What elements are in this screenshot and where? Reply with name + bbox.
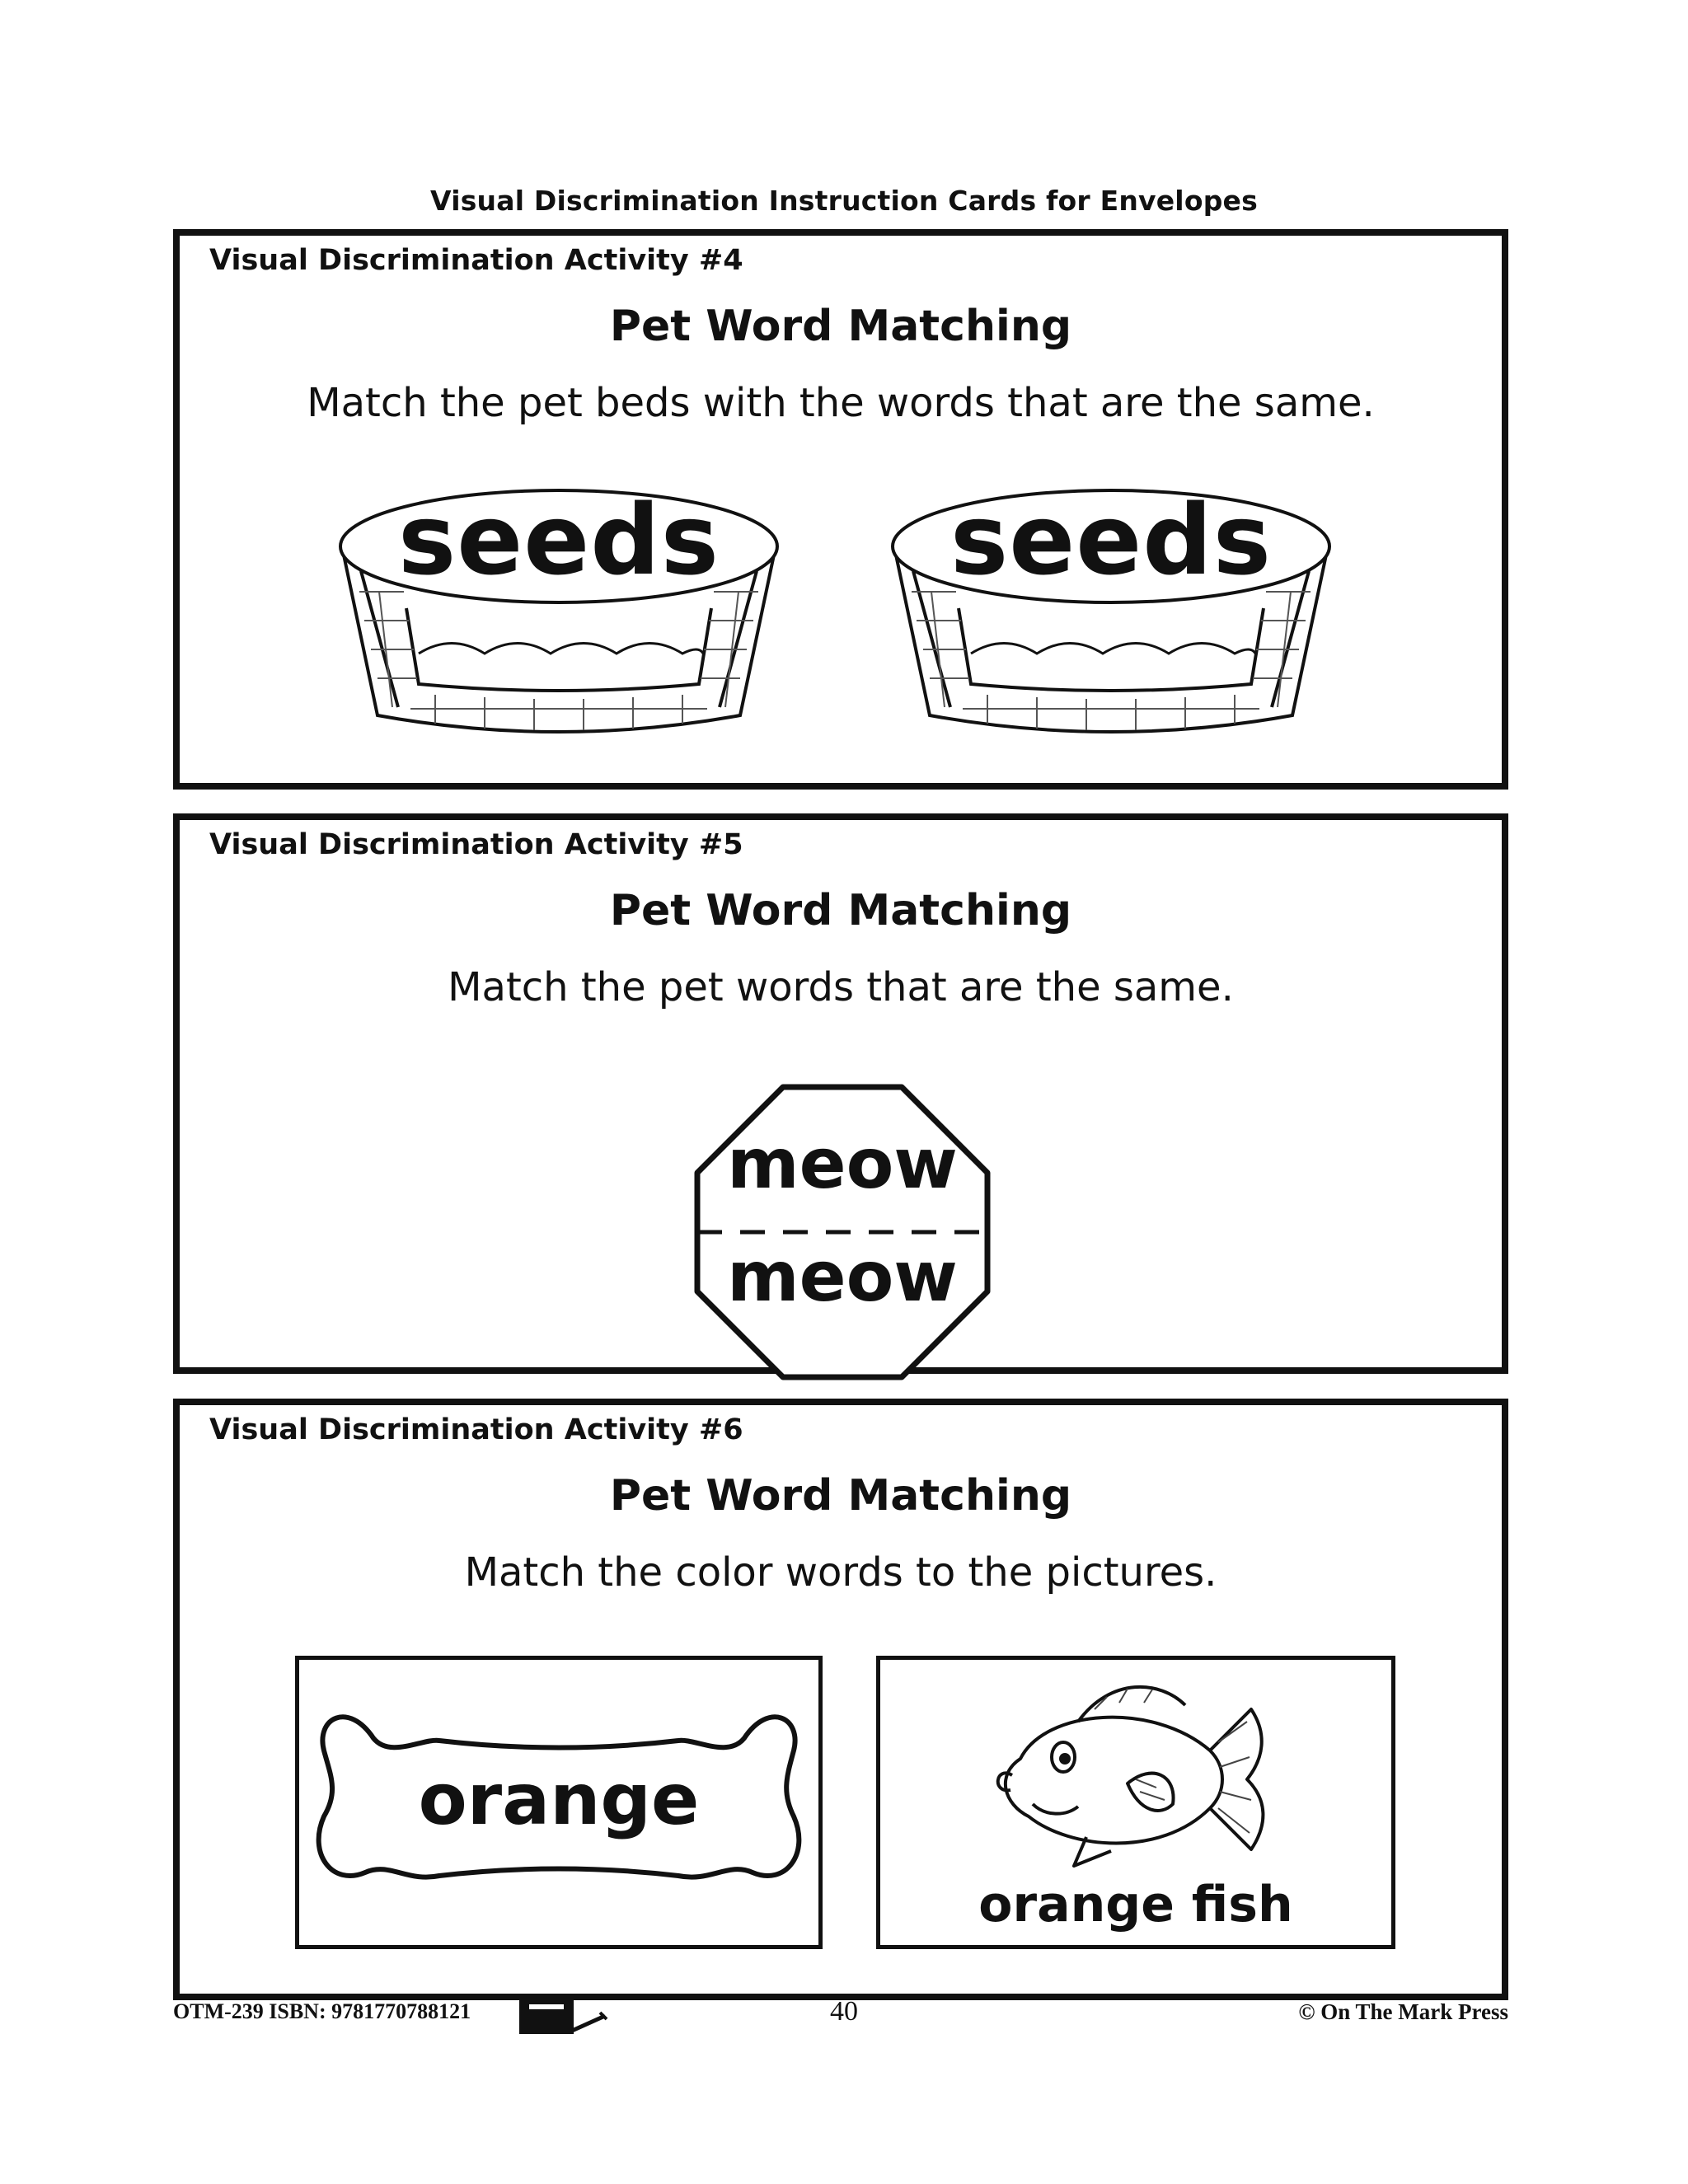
- pet-bed-right: [880, 468, 1342, 740]
- bed-word: seeds: [950, 483, 1272, 597]
- pet-bed-left: [328, 468, 790, 740]
- card-title: Pet Word Matching: [609, 886, 1072, 935]
- page-number: 40: [830, 1996, 858, 2027]
- activity-card-6: [173, 1399, 1508, 2000]
- octagon-card: [694, 1084, 991, 1380]
- fish-box: [876, 1656, 1395, 1949]
- card-label: Visual Discrimination Activity #6: [209, 1413, 743, 1446]
- card-instruction: Match the pet beds with the words that are the same.: [307, 380, 1375, 426]
- card-label: Visual Discrimination Activity #4: [209, 244, 743, 277]
- footer-copyright: © On The Mark Press: [1298, 1999, 1508, 2024]
- octagon-word-top: meow: [727, 1123, 958, 1204]
- octagon-word-bottom: meow: [727, 1236, 958, 1317]
- bone-word: orange: [418, 1759, 700, 1841]
- card-label: Visual Discrimination Activity #5: [209, 828, 743, 861]
- card-instruction: Match the pet words that are the same.: [448, 964, 1234, 1010]
- card-title: Pet Word Matching: [609, 1471, 1072, 1521]
- card-instruction: Match the color words to the pictures.: [464, 1549, 1217, 1596]
- activity-card-5: [173, 813, 1508, 1374]
- fish-caption: orange fish: [978, 1876, 1293, 1933]
- page-header: Visual Discrimination Instruction Cards for Envelopes: [430, 185, 1258, 217]
- footer-isbn: OTM-239 ISBN: 9781770788121: [173, 1999, 471, 2023]
- bone-box: [295, 1656, 823, 1949]
- activity-card-4: [173, 229, 1508, 790]
- bed-word: seeds: [398, 483, 720, 597]
- card-title: Pet Word Matching: [609, 302, 1072, 351]
